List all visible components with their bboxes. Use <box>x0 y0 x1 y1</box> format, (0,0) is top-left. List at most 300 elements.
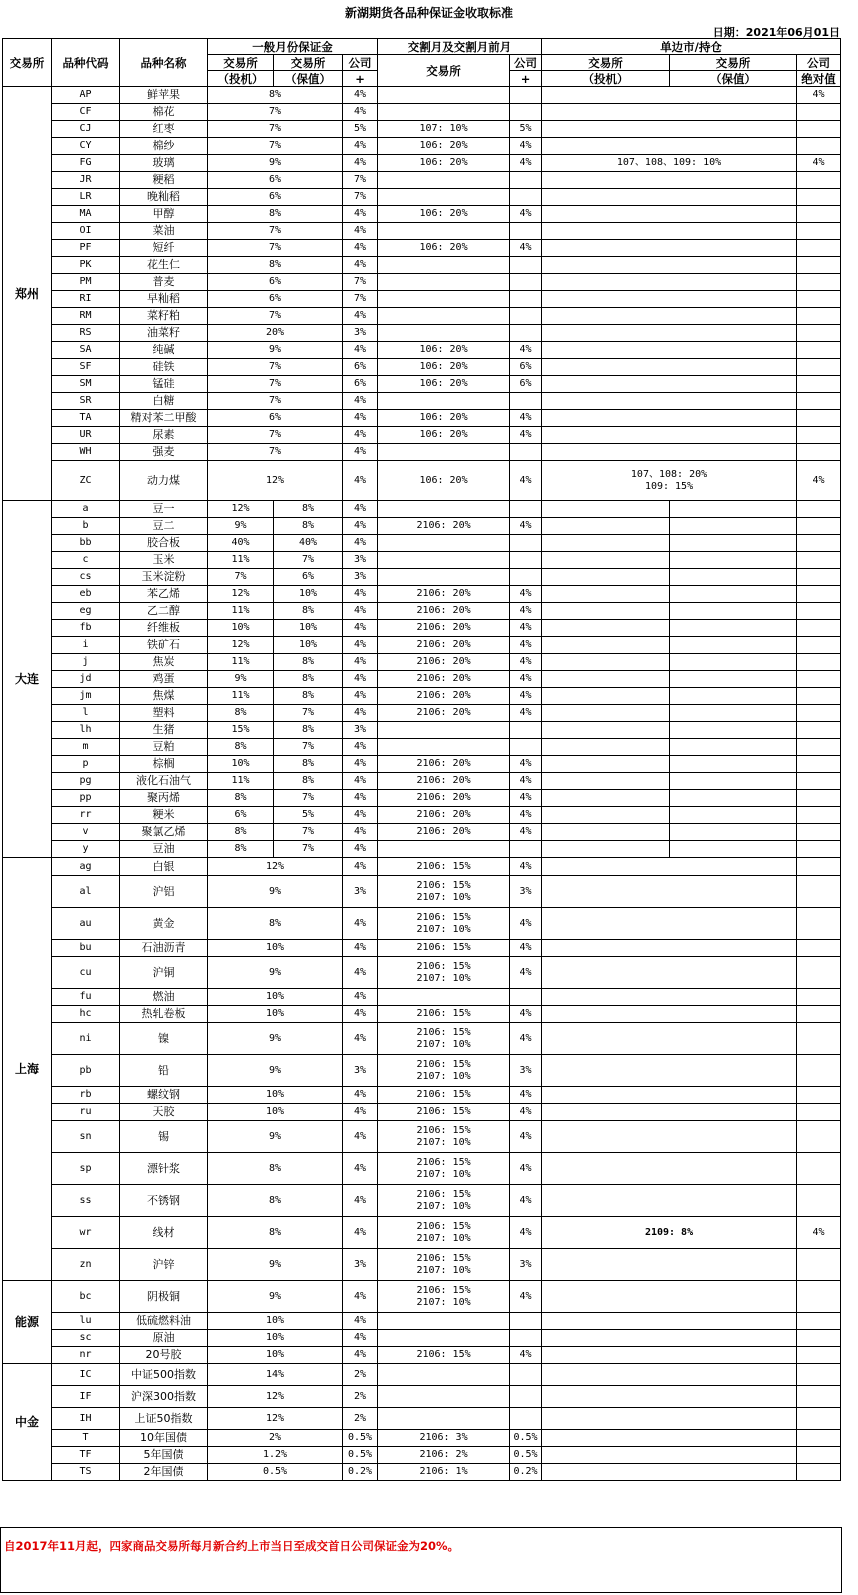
table-row <box>3 1330 841 1347</box>
delivery-company-plus: 4% <box>510 908 542 940</box>
delivery-margin <box>378 637 510 654</box>
single-side-margin <box>542 393 797 410</box>
company-absolute <box>797 1330 841 1347</box>
product-name: 尿素 <box>120 427 208 444</box>
delivery-company-plus: 4% <box>510 1006 542 1023</box>
table-row <box>3 121 841 138</box>
general-margin: 7% <box>208 393 343 410</box>
table-row <box>3 790 841 807</box>
single-spec <box>542 841 670 858</box>
delivery-margin <box>378 342 510 359</box>
header-single-hedge: 交易所 <box>670 55 797 71</box>
product-name: 棉花 <box>120 104 208 121</box>
product-code: jd <box>52 671 120 688</box>
single-side-margin-line: 109: 15% <box>644 480 694 492</box>
spec-margin: 8% <box>208 824 274 841</box>
table-row <box>3 501 841 518</box>
spec-margin: 9% <box>208 518 274 535</box>
company-absolute <box>797 427 841 444</box>
product-code: zn <box>52 1249 120 1281</box>
company-absolute <box>797 1386 841 1408</box>
delivery-margin <box>378 1447 510 1464</box>
delivery-margin-line: 2106: 15% <box>416 911 471 923</box>
delivery-margin <box>378 671 510 688</box>
company-absolute <box>797 138 841 155</box>
spec-margin: 11% <box>208 552 274 569</box>
table-row <box>3 654 841 671</box>
delivery-margin-line: 2106: 20% <box>416 656 471 667</box>
company-plus: 4% <box>343 240 378 257</box>
spec-margin: 9% <box>208 671 274 688</box>
general-margin: 12% <box>208 858 343 876</box>
delivery-margin <box>378 620 510 637</box>
delivery-margin <box>378 807 510 824</box>
company-absolute <box>797 603 841 620</box>
single-hedge <box>670 552 797 569</box>
product-code: ss <box>52 1185 120 1217</box>
company-plus: 4% <box>343 410 378 427</box>
single-side-margin <box>542 427 797 444</box>
company-plus: 4% <box>343 739 378 756</box>
product-name: 燃油 <box>120 989 208 1006</box>
spec-margin: 10% <box>208 756 274 773</box>
general-margin: 6% <box>208 189 343 206</box>
single-side-margin <box>542 1185 797 1217</box>
hedge-margin: 8% <box>274 518 343 535</box>
delivery-company-plus <box>510 172 542 189</box>
delivery-company-plus <box>510 308 542 325</box>
product-code: pp <box>52 790 120 807</box>
company-plus: 4% <box>343 1313 378 1330</box>
delivery-margin-line: 2106: 2% <box>419 1449 468 1460</box>
hedge-margin: 8% <box>274 722 343 739</box>
general-margin: 9% <box>208 1055 343 1087</box>
single-side-margin <box>542 1313 797 1330</box>
product-name: 上证50指数 <box>120 1408 208 1430</box>
single-side-margin <box>542 104 797 121</box>
product-name: 沪深300指数 <box>120 1386 208 1408</box>
general-margin: 9% <box>208 1023 343 1055</box>
exchange-cell: 郑州 <box>3 87 52 501</box>
header-spec-sub: （投机） <box>208 71 274 87</box>
delivery-margin-line: 2107: 10% <box>416 1232 471 1244</box>
delivery-margin-line: 106: 20% <box>419 361 468 372</box>
delivery-margin <box>378 756 510 773</box>
company-plus: 3% <box>343 325 378 342</box>
table-row <box>3 1087 841 1104</box>
delivery-company-plus: 4% <box>510 1185 542 1217</box>
company-plus: 4% <box>343 908 378 940</box>
delivery-margin-line: 2107: 10% <box>416 923 471 935</box>
delivery-margin <box>378 535 510 552</box>
hedge-margin: 8% <box>274 501 343 518</box>
general-margin: 10% <box>208 940 343 957</box>
delivery-margin <box>378 325 510 342</box>
product-name: 油菜籽 <box>120 325 208 342</box>
company-plus: 4% <box>343 461 378 501</box>
delivery-margin <box>378 603 510 620</box>
single-side-margin <box>542 1006 797 1023</box>
general-margin: 6% <box>208 274 343 291</box>
table-row <box>3 1386 841 1408</box>
delivery-margin-line: 2106: 15% <box>416 1058 471 1070</box>
single-side-margin <box>542 876 797 908</box>
single-spec <box>542 756 670 773</box>
delivery-company-plus <box>510 393 542 410</box>
table-row <box>3 155 841 172</box>
product-name: 锡 <box>120 1121 208 1153</box>
table-row <box>3 325 841 342</box>
delivery-company-plus <box>510 535 542 552</box>
product-code: cu <box>52 957 120 989</box>
single-side-margin <box>542 376 797 393</box>
delivery-margin-line: 2107: 10% <box>416 1264 471 1276</box>
delivery-company-plus <box>510 104 542 121</box>
single-side-margin <box>542 1364 797 1386</box>
delivery-company-plus: 4% <box>510 603 542 620</box>
delivery-company-plus <box>510 291 542 308</box>
spec-margin: 8% <box>208 739 274 756</box>
general-margin: 7% <box>208 240 343 257</box>
general-margin: 10% <box>208 1104 343 1121</box>
product-name: 沪锌 <box>120 1249 208 1281</box>
delivery-company-plus <box>510 257 542 274</box>
table-row <box>3 1121 841 1153</box>
spec-margin: 7% <box>208 569 274 586</box>
company-absolute <box>797 841 841 858</box>
product-code: y <box>52 841 120 858</box>
delivery-margin <box>378 654 510 671</box>
product-code: jm <box>52 688 120 705</box>
product-code: a <box>52 501 120 518</box>
single-spec <box>542 637 670 654</box>
company-absolute: 4% <box>797 87 841 104</box>
company-absolute <box>797 206 841 223</box>
product-name: 白银 <box>120 858 208 876</box>
table-row <box>3 1006 841 1023</box>
company-plus: 4% <box>343 206 378 223</box>
single-side-margin <box>542 1330 797 1347</box>
general-margin: 10% <box>208 1330 343 1347</box>
company-plus: 4% <box>343 1087 378 1104</box>
delivery-company-plus: 4% <box>510 1153 542 1185</box>
company-absolute: 4% <box>797 461 841 501</box>
delivery-margin-line: 2106: 15% <box>416 1089 471 1100</box>
single-spec <box>542 654 670 671</box>
single-side-margin <box>542 1055 797 1087</box>
single-side-margin <box>542 1447 797 1464</box>
product-code: al <box>52 876 120 908</box>
table-row <box>3 444 841 461</box>
single-hedge <box>670 501 797 518</box>
product-name: 纯碱 <box>120 342 208 359</box>
delivery-margin-line: 107: 10% <box>419 123 468 134</box>
product-name: 菜籽粕 <box>120 308 208 325</box>
company-plus: 4% <box>343 518 378 535</box>
delivery-margin <box>378 410 510 427</box>
hedge-margin: 10% <box>274 620 343 637</box>
company-absolute: 4% <box>797 1217 841 1249</box>
company-plus: 4% <box>343 1281 378 1313</box>
delivery-margin-line: 2106: 20% <box>416 826 471 837</box>
company-plus: 6% <box>343 359 378 376</box>
product-name: 镍 <box>120 1023 208 1055</box>
single-spec <box>542 790 670 807</box>
product-name: 5年国债 <box>120 1447 208 1464</box>
table-row <box>3 569 841 586</box>
table-row <box>3 1153 841 1185</box>
table-row <box>3 620 841 637</box>
company-absolute <box>797 569 841 586</box>
footnote-text: 自2017年11月起，四家商品交易所每月新合约上市当日至成交首日公司保证金为20%。 <box>4 1539 460 1553</box>
header-general-margin: 一般月份保证金 <box>208 39 378 55</box>
margin-table <box>2 38 841 1481</box>
general-margin: 2% <box>208 1430 343 1447</box>
delivery-company-plus <box>510 189 542 206</box>
single-hedge <box>670 790 797 807</box>
delivery-company-plus: 4% <box>510 940 542 957</box>
delivery-company-plus <box>510 841 542 858</box>
single-spec <box>542 620 670 637</box>
product-code: l <box>52 705 120 722</box>
product-name: 粳稻 <box>120 172 208 189</box>
company-absolute <box>797 1104 841 1121</box>
product-code: SR <box>52 393 120 410</box>
company-absolute <box>797 858 841 876</box>
product-code: v <box>52 824 120 841</box>
delivery-margin <box>378 773 510 790</box>
product-code: RM <box>52 308 120 325</box>
delivery-margin <box>378 308 510 325</box>
company-plus: 4% <box>343 393 378 410</box>
exchange-cell: 上海 <box>3 858 52 1281</box>
delivery-company-plus: 4% <box>510 138 542 155</box>
general-margin: 8% <box>208 1185 343 1217</box>
header-name: 品种名称 <box>120 39 208 87</box>
single-side-margin <box>542 1347 797 1364</box>
delivery-margin-line: 2106: 15% <box>416 1156 471 1168</box>
company-plus: 4% <box>343 1121 378 1153</box>
delivery-margin-line: 2107: 10% <box>416 1136 471 1148</box>
product-code: rb <box>52 1087 120 1104</box>
product-name: 中证500指数 <box>120 1364 208 1386</box>
delivery-margin <box>378 427 510 444</box>
header-hedge-sub: （保值） <box>274 71 343 87</box>
delivery-company-plus: 4% <box>510 790 542 807</box>
delivery-margin <box>378 552 510 569</box>
product-code: nr <box>52 1347 120 1364</box>
hedge-margin: 8% <box>274 654 343 671</box>
general-margin: 7% <box>208 223 343 240</box>
delivery-margin <box>378 989 510 1006</box>
delivery-company-plus: 4% <box>510 756 542 773</box>
product-code: IF <box>52 1386 120 1408</box>
single-hedge <box>670 824 797 841</box>
delivery-company-plus: 4% <box>510 342 542 359</box>
product-name: 普麦 <box>120 274 208 291</box>
delivery-company-plus: 3% <box>510 876 542 908</box>
company-plus: 4% <box>343 940 378 957</box>
spec-margin: 12% <box>208 501 274 518</box>
company-plus: 4% <box>343 671 378 688</box>
single-side-margin <box>542 121 797 138</box>
single-side-margin <box>542 858 797 876</box>
general-margin: 6% <box>208 410 343 427</box>
company-plus: 4% <box>343 1347 378 1364</box>
company-absolute <box>797 908 841 940</box>
spec-margin: 6% <box>208 807 274 824</box>
table-row <box>3 1408 841 1430</box>
product-code: eg <box>52 603 120 620</box>
company-plus: 4% <box>343 773 378 790</box>
general-margin: 9% <box>208 1121 343 1153</box>
product-name: 阴极铜 <box>120 1281 208 1313</box>
delivery-margin <box>378 705 510 722</box>
company-absolute <box>797 1447 841 1464</box>
company-absolute <box>797 989 841 1006</box>
single-side-margin <box>542 1249 797 1281</box>
header-company: 公司 <box>343 55 378 71</box>
company-plus: 4% <box>343 444 378 461</box>
company-absolute <box>797 518 841 535</box>
delivery-margin <box>378 376 510 393</box>
single-side-margin <box>542 342 797 359</box>
single-side-margin <box>542 257 797 274</box>
company-plus: 3% <box>343 1055 378 1087</box>
product-code: sc <box>52 1330 120 1347</box>
delivery-company-plus <box>510 552 542 569</box>
single-hedge <box>670 756 797 773</box>
delivery-company-plus: 4% <box>510 1023 542 1055</box>
general-margin: 12% <box>208 1408 343 1430</box>
product-name: 石油沥青 <box>120 940 208 957</box>
single-side-margin <box>542 1087 797 1104</box>
company-plus: 4% <box>343 705 378 722</box>
single-side-margin <box>542 940 797 957</box>
product-code: OI <box>52 223 120 240</box>
company-absolute <box>797 1185 841 1217</box>
product-code: bb <box>52 535 120 552</box>
hedge-margin: 10% <box>274 586 343 603</box>
single-side-margin-line: 107、108、109: 10% <box>616 157 722 168</box>
delivery-company-plus: 4% <box>510 155 542 172</box>
product-name: 晚籼稻 <box>120 189 208 206</box>
table-row <box>3 104 841 121</box>
table-row <box>3 603 841 620</box>
hedge-margin: 8% <box>274 603 343 620</box>
product-name: 精对苯二甲酸 <box>120 410 208 427</box>
general-margin: 9% <box>208 957 343 989</box>
company-plus: 4% <box>343 637 378 654</box>
product-code: m <box>52 739 120 756</box>
delivery-margin <box>378 104 510 121</box>
delivery-margin-line: 106: 20% <box>419 429 468 440</box>
company-absolute <box>797 121 841 138</box>
product-code: c <box>52 552 120 569</box>
product-name: 红枣 <box>120 121 208 138</box>
company-plus: 2% <box>343 1364 378 1386</box>
delivery-company-plus <box>510 1408 542 1430</box>
header-single-hedge-sub: （保值） <box>670 71 797 87</box>
hedge-margin: 7% <box>274 552 343 569</box>
delivery-margin <box>378 722 510 739</box>
company-absolute <box>797 376 841 393</box>
general-margin: 10% <box>208 1313 343 1330</box>
delivery-company-plus: 4% <box>510 1281 542 1313</box>
delivery-margin <box>378 1087 510 1104</box>
general-margin: 6% <box>208 172 343 189</box>
general-margin: 8% <box>208 257 343 274</box>
company-absolute <box>797 325 841 342</box>
company-absolute <box>797 410 841 427</box>
table-row <box>3 841 841 858</box>
hedge-margin: 5% <box>274 807 343 824</box>
general-margin: 9% <box>208 1249 343 1281</box>
single-side-margin <box>542 155 797 172</box>
delivery-company-plus: 4% <box>510 206 542 223</box>
spec-margin: 11% <box>208 654 274 671</box>
company-absolute <box>797 790 841 807</box>
delivery-company-plus <box>510 1313 542 1330</box>
product-code: lh <box>52 722 120 739</box>
delivery-margin <box>378 359 510 376</box>
table-row <box>3 1447 841 1464</box>
footnote-box <box>0 1527 842 1593</box>
header-single-company: 公司 <box>797 55 841 71</box>
delivery-margin-line: 2106: 15% <box>416 1026 471 1038</box>
company-absolute <box>797 444 841 461</box>
company-absolute <box>797 1153 841 1185</box>
delivery-margin <box>378 569 510 586</box>
company-plus: 4% <box>343 104 378 121</box>
company-absolute <box>797 552 841 569</box>
delivery-margin-line: 2107: 10% <box>416 1296 471 1308</box>
delivery-margin <box>378 393 510 410</box>
delivery-margin-line: 2106: 20% <box>416 690 471 701</box>
delivery-margin <box>378 1464 510 1481</box>
delivery-margin <box>378 461 510 501</box>
delivery-margin <box>378 206 510 223</box>
company-plus: 4% <box>343 223 378 240</box>
company-plus: 0.5% <box>343 1447 378 1464</box>
company-absolute <box>797 637 841 654</box>
delivery-margin-line: 106: 20% <box>419 140 468 151</box>
company-plus: 0.2% <box>343 1464 378 1481</box>
header-delivery-exchange: 交易所 <box>378 55 510 87</box>
delivery-margin <box>378 1217 510 1249</box>
spec-margin: 12% <box>208 586 274 603</box>
general-margin: 8% <box>208 87 343 104</box>
table-row <box>3 552 841 569</box>
company-absolute <box>797 756 841 773</box>
single-spec <box>542 552 670 569</box>
company-plus: 4% <box>343 989 378 1006</box>
general-margin: 14% <box>208 1364 343 1386</box>
product-code: fb <box>52 620 120 637</box>
product-name: 原油 <box>120 1330 208 1347</box>
company-plus: 4% <box>343 138 378 155</box>
delivery-margin-line: 2106: 20% <box>416 622 471 633</box>
general-margin: 10% <box>208 1347 343 1364</box>
delivery-margin-line: 2106: 15% <box>416 860 471 872</box>
delivery-margin <box>378 858 510 876</box>
general-margin: 10% <box>208 1087 343 1104</box>
delivery-margin <box>378 1364 510 1386</box>
header-absolute-value: 绝对值 <box>797 71 841 87</box>
company-plus: 4% <box>343 1330 378 1347</box>
delivery-margin <box>378 1023 510 1055</box>
single-side-margin <box>542 359 797 376</box>
